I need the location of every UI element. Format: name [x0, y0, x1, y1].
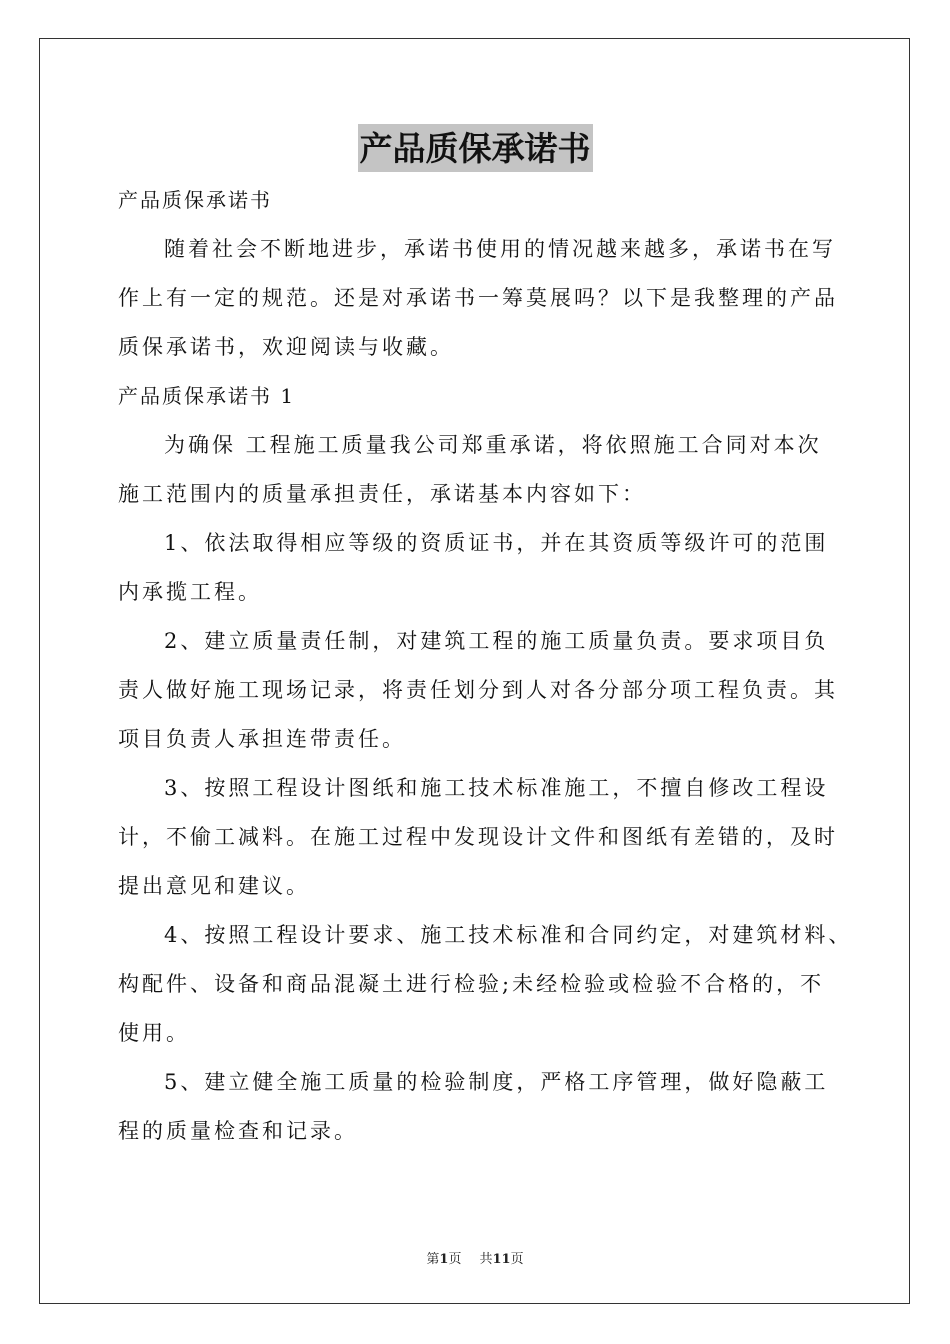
paragraph-line: 使用。: [118, 1021, 190, 1045]
paragraph-line: 作上有一定的规范。还是对承诺书一筹莫展吗？以下是我整理的产品: [118, 286, 838, 310]
paragraph-line: 施工范围内的质量承担责任，承诺基本内容如下：: [118, 482, 646, 506]
paragraph-line: 2、建立质量责任制，对建筑工程的施工质量负责。要求项目负: [164, 629, 829, 653]
section-heading: 产品质保承诺书: [118, 188, 272, 212]
total-prefix: 共: [479, 1252, 493, 1267]
paragraph-line: 3、按照工程设计图纸和施工技术标准施工，不擅自修改工程设: [164, 776, 829, 800]
paragraph-line: 1、依法取得相应等级的资质证书，并在其资质等级许可的范围: [164, 531, 829, 555]
paragraph-line: 5、建立健全施工质量的检验制度，严格工序管理，做好隐蔽工: [164, 1070, 829, 1094]
page-footer: [0, 1248, 950, 1267]
title-container: [0, 124, 950, 172]
paragraph-line: 提出意见和建议。: [118, 874, 310, 898]
paragraph-line: 责人做好施工现场记录，将责任划分到人对各分部分项工程负责。其: [118, 678, 838, 702]
paragraph-line: 内承揽工程。: [118, 580, 262, 604]
paragraph-line: 项目负责人承担连带责任。: [118, 727, 406, 751]
page-total: 11: [492, 1252, 511, 1267]
document-body: [118, 176, 853, 1156]
total-unit: 页: [510, 1252, 524, 1267]
document-title: 产品质保承诺书: [358, 124, 593, 172]
section-heading: 产品质保承诺书 1: [118, 384, 296, 408]
paragraph-line: 随着社会不断地进步，承诺书使用的情况越来越多，承诺书在写: [164, 237, 836, 261]
paragraph-line: 为确保 工程施工质量我公司郑重承诺，将依照施工合同对本次: [164, 433, 822, 457]
paragraph-line: 质保承诺书，欢迎阅读与收藏。: [118, 335, 454, 359]
paragraph-line: 计，不偷工减料。在施工过程中发现设计文件和图纸有差错的，及时: [118, 825, 838, 849]
page-prefix: 第: [426, 1252, 440, 1267]
paragraph-line: 程的质量检查和记录。: [118, 1119, 358, 1143]
paragraph-line: 4、按照工程设计要求、施工技术标准和合同约定，对建筑材料、: [164, 923, 853, 947]
page-unit: 页: [448, 1252, 462, 1267]
paragraph-line: 构配件、设备和商品混凝土进行检验;未经检验或检验不合格的，不: [118, 972, 825, 996]
page-number: 1: [439, 1252, 449, 1267]
